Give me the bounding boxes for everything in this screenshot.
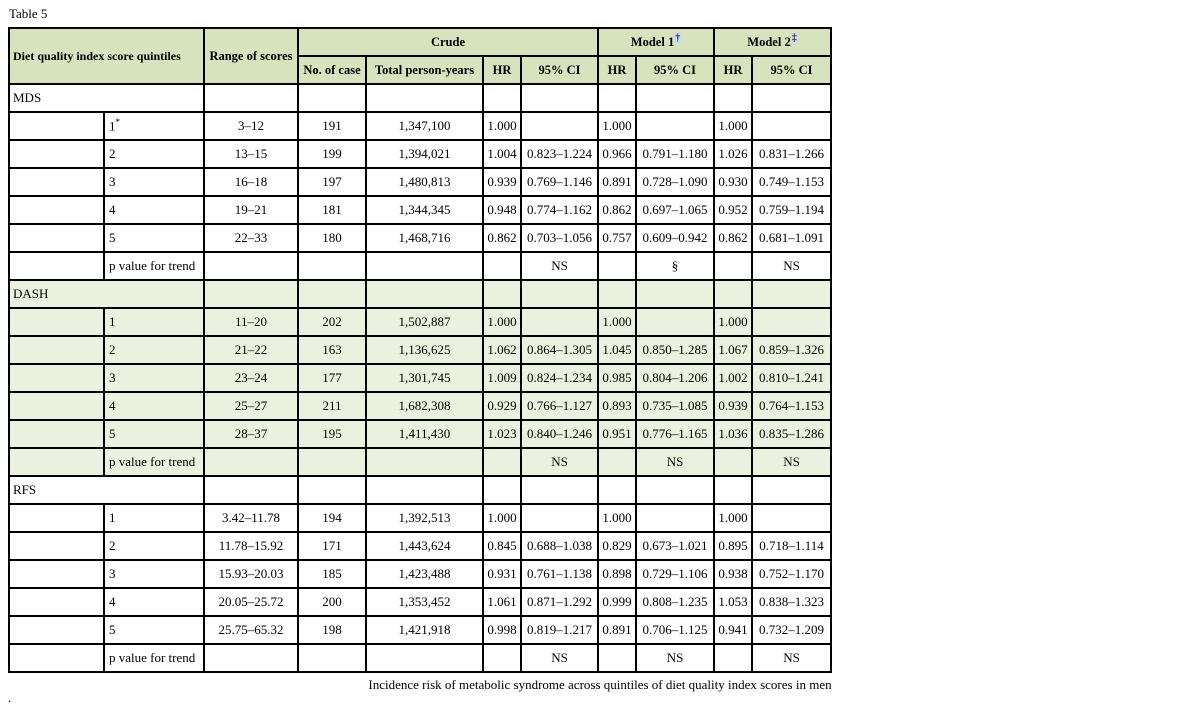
page [0, 6, 1200, 705]
crude-ci-cell: 0.761–1.138 [521, 560, 598, 588]
range-cell: 21–22 [204, 336, 298, 364]
trend-row [9, 448, 831, 476]
model1-footnote-mark: † [675, 33, 681, 45]
quintile-cell [104, 336, 204, 364]
quintile-number: 3 [109, 174, 116, 189]
model1-hr-cell: 0.757 [598, 224, 636, 252]
crude-hr-cell: 0.862 [483, 224, 521, 252]
empty-crude-hr-cell [483, 280, 521, 308]
empty-person-years-cell [366, 84, 483, 112]
quintile-number: 2 [109, 538, 116, 553]
table-caption: Incidence risk of metabolic syndrome across quintiles of diet quality index scores in men [368, 677, 832, 692]
quintile-row [9, 504, 831, 532]
header-model1-label: Model 1 [630, 35, 675, 50]
model2-ci-cell: 0.764–1.153 [752, 392, 831, 420]
trend-label-cell: p value for trend [104, 252, 204, 280]
table-body [9, 84, 831, 672]
model2-hr-cell: 1.000 [714, 308, 752, 336]
section-label-row [9, 84, 831, 112]
range-cell: 15.93–20.03 [204, 560, 298, 588]
empty-person-years-cell [366, 280, 483, 308]
quintile-cell [104, 364, 204, 392]
model1-ci-cell: 0.706–1.125 [636, 616, 714, 644]
model1-ci-cell: 0.729–1.106 [636, 560, 714, 588]
crude-ci-cell: 0.774–1.162 [521, 196, 598, 224]
empty-m1-hr-cell [598, 84, 636, 112]
model2-ci-cell: 0.810–1.241 [752, 364, 831, 392]
range-cell: 28–37 [204, 420, 298, 448]
person-years-cell: 1,423,488 [366, 560, 483, 588]
header-model2-label: Model 2 [747, 35, 791, 50]
section-label-row [9, 280, 831, 308]
header-row-1 [9, 28, 831, 56]
crude-trend-cell: NS [521, 252, 598, 280]
empty-model2-hr-cell [714, 448, 752, 476]
crude-trend-cell: NS [521, 644, 598, 672]
model1-hr-cell: 0.985 [598, 364, 636, 392]
empty-m1-ci-cell [636, 280, 714, 308]
diet-quality-table [8, 27, 832, 673]
empty-m1-ci-cell [636, 476, 714, 504]
crude-ci-cell: 0.766–1.127 [521, 392, 598, 420]
crude-hr-cell: 1.009 [483, 364, 521, 392]
empty-person-years-cell [366, 644, 483, 672]
trend-row [9, 644, 831, 672]
person-years-cell: 1,682,308 [366, 392, 483, 420]
model1-hr-cell: 1.000 [598, 112, 636, 140]
empty-m1-ci-cell [636, 84, 714, 112]
cases-cell: 181 [298, 196, 366, 224]
indent-cell [9, 140, 104, 168]
model1-trend-cell: NS [636, 644, 714, 672]
empty-crude-hr-cell [483, 252, 521, 280]
model2-ci-cell: 0.831–1.266 [752, 140, 831, 168]
crude-ci-cell: 0.871–1.292 [521, 588, 598, 616]
empty-person-years-cell [366, 448, 483, 476]
model1-hr-cell: 0.862 [598, 196, 636, 224]
model1-ci-cell [636, 308, 714, 336]
crude-ci-cell: 0.824–1.234 [521, 364, 598, 392]
indent-cell [9, 588, 104, 616]
range-cell: 23–24 [204, 364, 298, 392]
empty-model1-hr-cell [598, 448, 636, 476]
indent-cell [9, 420, 104, 448]
cases-cell: 197 [298, 168, 366, 196]
quintile-cell [104, 140, 204, 168]
quintile-number: 1 [109, 510, 116, 525]
indent-cell [9, 196, 104, 224]
header-total-person-years: Total person-years [366, 56, 483, 84]
model2-hr-cell: 0.895 [714, 532, 752, 560]
section-name: RFS [9, 476, 204, 504]
indent-cell [9, 504, 104, 532]
cases-cell: 171 [298, 532, 366, 560]
quintile-row [9, 168, 831, 196]
cases-cell: 200 [298, 588, 366, 616]
quintile-row [9, 616, 831, 644]
quintile-row [9, 140, 831, 168]
model1-ci-cell: 0.609–0.942 [636, 224, 714, 252]
quintile-row [9, 308, 831, 336]
quintile-number: 2 [109, 146, 116, 161]
crude-ci-cell: 0.769–1.146 [521, 168, 598, 196]
model1-ci-cell: 0.808–1.235 [636, 588, 714, 616]
quintile-cell [104, 224, 204, 252]
empty-cases-cell [298, 644, 366, 672]
quintile-number: 4 [109, 398, 116, 413]
empty-crude-hr-cell [483, 476, 521, 504]
empty-m2-hr-cell [714, 476, 752, 504]
cases-cell: 163 [298, 336, 366, 364]
model2-ci-cell: 0.752–1.170 [752, 560, 831, 588]
quintile-cell [104, 308, 204, 336]
quintile-cell [104, 532, 204, 560]
header-crude-ci: 95% CI [521, 56, 598, 84]
person-years-cell: 1,421,918 [366, 616, 483, 644]
section-name: DASH [9, 280, 204, 308]
model2-ci-cell [752, 504, 831, 532]
model1-ci-cell: 0.735–1.085 [636, 392, 714, 420]
quintile-number: 3 [109, 566, 116, 581]
quintile-cell [104, 420, 204, 448]
model2-ci-cell: 0.732–1.209 [752, 616, 831, 644]
trend-row [9, 252, 831, 280]
model2-ci-cell: 0.838–1.323 [752, 588, 831, 616]
empty-cases-cell [298, 280, 366, 308]
crude-ci-cell [521, 504, 598, 532]
quintile-row [9, 112, 831, 140]
person-years-cell: 1,468,716 [366, 224, 483, 252]
empty-model2-hr-cell [714, 644, 752, 672]
empty-person-years-cell [366, 252, 483, 280]
model1-ci-cell: 0.804–1.206 [636, 364, 714, 392]
empty-range-cell [204, 280, 298, 308]
empty-range-cell [204, 448, 298, 476]
model1-hr-cell: 0.893 [598, 392, 636, 420]
cases-cell: 177 [298, 364, 366, 392]
section-name: MDS [9, 84, 204, 112]
model1-trend-cell: § [636, 252, 714, 280]
indent-cell [9, 392, 104, 420]
model2-ci-cell [752, 112, 831, 140]
table-header [9, 28, 831, 84]
model1-ci-cell [636, 504, 714, 532]
model2-ci-cell: 0.759–1.194 [752, 196, 831, 224]
quintile-row [9, 392, 831, 420]
indent-cell [9, 616, 104, 644]
range-cell: 25.75–65.32 [204, 616, 298, 644]
model2-hr-cell: 0.862 [714, 224, 752, 252]
model2-trend-cell: NS [752, 252, 831, 280]
empty-crude-ci-cell [521, 84, 598, 112]
quintile-number: 3 [109, 370, 116, 385]
model2-hr-cell: 0.939 [714, 392, 752, 420]
indent-cell [9, 112, 104, 140]
cases-cell: 202 [298, 308, 366, 336]
empty-cases-cell [298, 448, 366, 476]
crude-hr-cell: 1.062 [483, 336, 521, 364]
header-model2-hr: HR [714, 56, 752, 84]
empty-range-cell [204, 84, 298, 112]
person-years-cell: 1,347,100 [366, 112, 483, 140]
quintile-footnote-mark: * [115, 117, 120, 128]
model2-hr-cell: 1.053 [714, 588, 752, 616]
empty-crude-hr-cell [483, 644, 521, 672]
indent-cell [9, 364, 104, 392]
crude-hr-cell: 0.998 [483, 616, 521, 644]
quintile-cell [104, 112, 204, 140]
header-model2-ci: 95% CI [752, 56, 831, 84]
range-cell: 16–18 [204, 168, 298, 196]
indent-cell [9, 308, 104, 336]
range-cell: 13–15 [204, 140, 298, 168]
quintile-row [9, 420, 831, 448]
model2-footnote-mark: ‡ [791, 33, 797, 45]
empty-cases-cell [298, 252, 366, 280]
crude-ci-cell: 0.840–1.246 [521, 420, 598, 448]
quintile-row [9, 196, 831, 224]
model2-hr-cell: 0.938 [714, 560, 752, 588]
crude-hr-cell: 1.004 [483, 140, 521, 168]
quintile-number: 4 [109, 202, 116, 217]
range-cell: 11–20 [204, 308, 298, 336]
cases-cell: 211 [298, 392, 366, 420]
quintile-cell [104, 588, 204, 616]
cases-cell: 180 [298, 224, 366, 252]
empty-cases-cell [298, 84, 366, 112]
quintile-row [9, 588, 831, 616]
indent-cell [9, 532, 104, 560]
quintile-row [9, 364, 831, 392]
header-model1 [598, 28, 714, 56]
indent-cell [9, 336, 104, 364]
quintile-row [9, 532, 831, 560]
header-crude-hr: HR [483, 56, 521, 84]
person-years-cell: 1,301,745 [366, 364, 483, 392]
empty-model1-hr-cell [598, 644, 636, 672]
model2-hr-cell: 0.941 [714, 616, 752, 644]
person-years-cell: 1,480,813 [366, 168, 483, 196]
indent-cell [9, 448, 104, 476]
trend-label-cell: p value for trend [104, 644, 204, 672]
indent-cell [9, 224, 104, 252]
crude-hr-cell: 1.061 [483, 588, 521, 616]
empty-m2-hr-cell [714, 280, 752, 308]
empty-m2-ci-cell [752, 84, 831, 112]
empty-model1-hr-cell [598, 252, 636, 280]
quintile-number: 5 [109, 426, 116, 441]
model1-hr-cell: 1.045 [598, 336, 636, 364]
model1-hr-cell: 0.999 [598, 588, 636, 616]
crude-ci-cell: 0.703–1.056 [521, 224, 598, 252]
model2-ci-cell: 0.749–1.153 [752, 168, 831, 196]
model1-ci-cell: 0.850–1.285 [636, 336, 714, 364]
model1-ci-cell: 0.791–1.180 [636, 140, 714, 168]
range-cell: 3–12 [204, 112, 298, 140]
cases-cell: 185 [298, 560, 366, 588]
model1-ci-cell: 0.728–1.090 [636, 168, 714, 196]
table-label: Table 5 [9, 6, 48, 21]
model2-hr-cell: 1.036 [714, 420, 752, 448]
model2-ci-cell: 0.835–1.286 [752, 420, 831, 448]
model2-ci-cell: 0.718–1.114 [752, 532, 831, 560]
model1-hr-cell: 0.966 [598, 140, 636, 168]
quintile-number: 1 [109, 118, 116, 134]
person-years-cell: 1,394,021 [366, 140, 483, 168]
crude-hr-cell: 0.931 [483, 560, 521, 588]
header-crude: Crude [298, 28, 598, 56]
empty-m2-ci-cell [752, 476, 831, 504]
model2-ci-cell [752, 308, 831, 336]
model2-trend-cell: NS [752, 448, 831, 476]
crude-ci-cell: 0.823–1.224 [521, 140, 598, 168]
model1-trend-cell: NS [636, 448, 714, 476]
empty-person-years-cell [366, 476, 483, 504]
empty-m1-hr-cell [598, 476, 636, 504]
quintile-row [9, 336, 831, 364]
model2-hr-cell: 0.930 [714, 168, 752, 196]
person-years-cell: 1,136,625 [366, 336, 483, 364]
model1-hr-cell: 0.891 [598, 616, 636, 644]
indent-cell [9, 168, 104, 196]
model1-hr-cell: 0.829 [598, 532, 636, 560]
section-label-row [9, 476, 831, 504]
model2-hr-cell: 1.000 [714, 504, 752, 532]
cases-cell: 198 [298, 616, 366, 644]
range-cell: 22–33 [204, 224, 298, 252]
empty-m2-ci-cell [752, 280, 831, 308]
quintile-number: 5 [109, 230, 116, 245]
empty-range-cell [204, 252, 298, 280]
cases-cell: 194 [298, 504, 366, 532]
model1-hr-cell: 1.000 [598, 308, 636, 336]
quintile-cell [104, 392, 204, 420]
model2-hr-cell: 1.000 [714, 112, 752, 140]
indent-cell [9, 560, 104, 588]
cases-cell: 199 [298, 140, 366, 168]
crude-hr-cell: 0.845 [483, 532, 521, 560]
stray-period: . [8, 690, 12, 705]
header-range-of-scores: Range of scores [204, 28, 298, 84]
quintile-cell [104, 560, 204, 588]
crude-hr-cell: 1.000 [483, 308, 521, 336]
model1-hr-cell: 0.891 [598, 168, 636, 196]
empty-range-cell [204, 476, 298, 504]
person-years-cell: 1,353,452 [366, 588, 483, 616]
quintile-number: 2 [109, 342, 116, 357]
quintile-number: 4 [109, 594, 116, 609]
quintile-row [9, 224, 831, 252]
crude-ci-cell: 0.688–1.038 [521, 532, 598, 560]
header-model1-hr: HR [598, 56, 636, 84]
empty-crude-hr-cell [483, 84, 521, 112]
header-no-of-case: No. of case [298, 56, 366, 84]
model2-ci-cell: 0.681–1.091 [752, 224, 831, 252]
crude-hr-cell: 0.929 [483, 392, 521, 420]
person-years-cell: 1,411,430 [366, 420, 483, 448]
quintile-number: 1 [109, 314, 116, 329]
model1-hr-cell: 0.898 [598, 560, 636, 588]
range-cell: 20.05–25.72 [204, 588, 298, 616]
header-model1-ci: 95% CI [636, 56, 714, 84]
model2-hr-cell: 1.067 [714, 336, 752, 364]
indent-cell [9, 644, 104, 672]
model1-ci-cell: 0.673–1.021 [636, 532, 714, 560]
model1-ci-cell: 0.697–1.065 [636, 196, 714, 224]
crude-ci-cell: 0.819–1.217 [521, 616, 598, 644]
person-years-cell: 1,344,345 [366, 196, 483, 224]
range-cell: 25–27 [204, 392, 298, 420]
empty-crude-ci-cell [521, 476, 598, 504]
range-cell: 3.42–11.78 [204, 504, 298, 532]
model1-ci-cell [636, 112, 714, 140]
empty-model2-hr-cell [714, 252, 752, 280]
empty-m1-hr-cell [598, 280, 636, 308]
range-cell: 11.78–15.92 [204, 532, 298, 560]
model1-hr-cell: 0.951 [598, 420, 636, 448]
empty-crude-hr-cell [483, 448, 521, 476]
indent-cell [9, 252, 104, 280]
empty-crude-ci-cell [521, 280, 598, 308]
crude-hr-cell: 1.023 [483, 420, 521, 448]
quintile-cell [104, 504, 204, 532]
empty-range-cell [204, 644, 298, 672]
crude-ci-cell [521, 308, 598, 336]
empty-cases-cell [298, 476, 366, 504]
quintile-cell [104, 616, 204, 644]
model1-hr-cell: 1.000 [598, 504, 636, 532]
crude-ci-cell: 0.864–1.305 [521, 336, 598, 364]
header-model2 [714, 28, 831, 56]
header-quintiles: Diet quality index score quintiles [9, 28, 204, 84]
crude-trend-cell: NS [521, 448, 598, 476]
crude-hr-cell: 1.000 [483, 112, 521, 140]
model2-trend-cell: NS [752, 644, 831, 672]
model2-hr-cell: 0.952 [714, 196, 752, 224]
empty-m2-hr-cell [714, 84, 752, 112]
person-years-cell: 1,443,624 [366, 532, 483, 560]
model1-ci-cell: 0.776–1.165 [636, 420, 714, 448]
model2-ci-cell: 0.859–1.326 [752, 336, 831, 364]
cases-cell: 195 [298, 420, 366, 448]
quintile-cell [104, 168, 204, 196]
range-cell: 19–21 [204, 196, 298, 224]
crude-ci-cell [521, 112, 598, 140]
model2-hr-cell: 1.026 [714, 140, 752, 168]
model2-hr-cell: 1.002 [714, 364, 752, 392]
crude-hr-cell: 1.000 [483, 504, 521, 532]
quintile-cell [104, 196, 204, 224]
person-years-cell: 1,502,887 [366, 308, 483, 336]
crude-hr-cell: 0.939 [483, 168, 521, 196]
quintile-number: 5 [109, 622, 116, 637]
quintile-row [9, 560, 831, 588]
trend-label-cell: p value for trend [104, 448, 204, 476]
person-years-cell: 1,392,513 [366, 504, 483, 532]
crude-hr-cell: 0.948 [483, 196, 521, 224]
cases-cell: 191 [298, 112, 366, 140]
